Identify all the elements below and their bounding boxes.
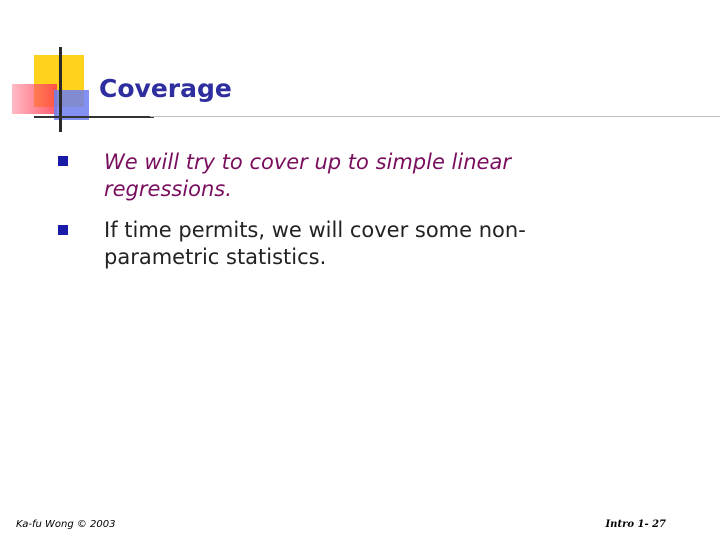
bullet-item-1: We will try to cover up to simple linear regressions. <box>104 150 511 201</box>
bullet-square-icon <box>58 225 68 235</box>
decorative-horizontal-line <box>34 116 154 118</box>
slide-title: Coverage <box>99 74 232 103</box>
bullet-square-icon <box>58 156 68 166</box>
footer-author: Ka-fu Wong © 2003 <box>16 519 116 530</box>
decorative-red-square <box>12 84 57 114</box>
title-underline <box>150 116 720 117</box>
decorative-vertical-line <box>59 47 62 132</box>
bullet-item-2: If time permits, we will cover some non-parametric statistics. <box>104 218 526 269</box>
footer-page-number: Intro 1- 27 <box>605 519 666 530</box>
